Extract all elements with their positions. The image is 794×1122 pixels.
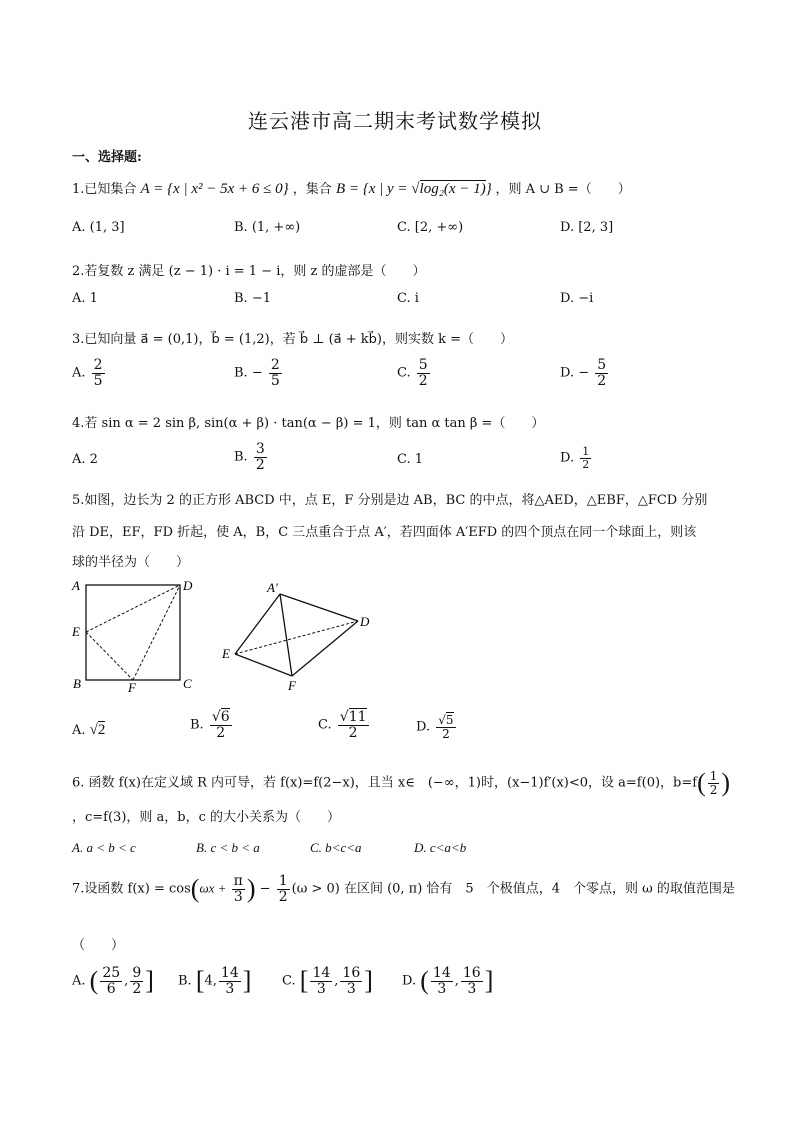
square-figure — [68, 576, 208, 696]
edge-fd2 — [292, 621, 358, 676]
q1-option-d: D. [2, 3] — [560, 220, 614, 235]
q3-b-fraction — [269, 358, 282, 388]
q7-pi-fraction — [232, 874, 245, 904]
q7-half-fraction — [277, 874, 290, 904]
q6-option-d: D. c<a<b — [414, 840, 467, 855]
q7-b-d2: 3 — [225, 980, 235, 997]
q7-a-n1: 25 — [102, 965, 121, 981]
q3-a-fraction — [92, 358, 105, 388]
q7-paren-close: ) — [246, 874, 256, 904]
q7-option-c: C. [ $\frac{14}{3}$ , $\frac{16}{3}$ ] — [282, 965, 373, 997]
q5-a-radicand: 2 — [97, 722, 106, 738]
q4-option-a: A. 2 — [72, 452, 98, 467]
q6-b-fraction — [708, 770, 720, 796]
q7-a-close: ] — [145, 966, 154, 996]
q1-suffix: ，则 A ∪ B =（ ） — [495, 182, 631, 197]
q3-b-num: 2 — [270, 357, 280, 373]
label-f2: F — [288, 678, 296, 693]
q5-c-num — [338, 710, 369, 726]
q5-d-label: D. — [416, 719, 431, 735]
label-f: F — [128, 680, 136, 695]
q3-b-den: 5 — [270, 372, 280, 389]
q5-option-c — [318, 710, 371, 740]
q2-option-a: A. 1 — [72, 291, 98, 306]
q7-d-frac-2 — [461, 966, 483, 996]
q5-option-d — [416, 714, 458, 740]
question-5-line-3: 球的半径为（ ） — [72, 555, 190, 570]
question-5-line-1: 5.如图，边长为 2 的正方形 ABCD 中，点 E，F 分别是边 AB，BC 的中点，将△AED，△EBF，△FCD 分别 — [72, 493, 708, 508]
q3-option-d — [560, 358, 610, 388]
q3-d-sign: − — [578, 365, 590, 381]
q4-d-fraction — [580, 446, 591, 470]
q7-option-a: A. ( $\frac{25}{6}$ , $\frac{9}{2}$ ] — [72, 965, 154, 997]
q5-c-label: C. — [318, 717, 332, 733]
q1-set-b — [336, 180, 496, 197]
q5-b-num — [210, 710, 232, 726]
q7-a-label: A. — [72, 973, 86, 989]
q7-c-n1: 14 — [312, 965, 331, 981]
q3-b-sign: − — [251, 365, 263, 381]
q7-condition: (ω > 0) 在区间 (0, π) 恰有 5 个极值点，4 个零点，则 ω 的取值范围是 — [291, 881, 735, 897]
q4-b-fraction — [254, 442, 267, 472]
q7-a-frac-2 — [130, 966, 143, 996]
q7-pi-den: 3 — [233, 888, 243, 905]
q7-b-close: ] — [242, 966, 252, 996]
q4-option-b — [234, 442, 269, 472]
q4-b-num: 3 — [255, 441, 265, 457]
sqrt-icon: √ — [89, 722, 98, 738]
q7-c-n2: 16 — [342, 965, 361, 981]
q5-b-radicand: 6 — [220, 709, 230, 725]
q3-d-den: 2 — [597, 372, 607, 389]
q5-option-a — [72, 722, 105, 739]
q7-a-d1: 6 — [106, 980, 116, 997]
q7-b-v1: 4 — [204, 973, 213, 989]
q4-d-num: 1 — [582, 445, 590, 458]
edge-ef — [86, 632, 133, 680]
q7-b-label: B. — [178, 973, 192, 989]
q7-a-frac-1 — [100, 966, 122, 996]
q3-c-fraction — [417, 358, 430, 388]
q2-option-d: D. −i — [560, 291, 594, 306]
label-a-prime: A′ — [267, 580, 278, 595]
q1-prefix: 1.已知集合 — [72, 182, 137, 197]
q6-option-a: A. a < b < c — [72, 840, 136, 855]
q3-a-den: 5 — [93, 372, 103, 389]
q3-c-num: 5 — [418, 357, 428, 373]
q5-d-den: 2 — [442, 726, 450, 741]
q1-set-a: A = {x | x² − 5x + 6 ≤ 0} — [140, 181, 289, 197]
q7-c-frac-2 — [340, 966, 362, 996]
q4-d-label: D. — [560, 450, 575, 466]
label-b: B — [73, 676, 81, 691]
q3-option-c — [397, 358, 432, 388]
label-d: D — [183, 578, 193, 593]
q5-c-fraction — [338, 710, 369, 740]
q7-omega-x: ωx + — [199, 880, 230, 896]
q3-d-label: D. — [560, 365, 575, 381]
q3-c-den: 2 — [418, 372, 428, 389]
q7-d-d2: 3 — [467, 980, 477, 997]
q5-option-b — [190, 710, 234, 740]
sqrt-icon: √ — [211, 709, 221, 725]
q7-b-open: [ — [195, 966, 205, 996]
q3-a-num: 2 — [93, 357, 103, 373]
q3-option-a — [72, 358, 107, 388]
q7-c-label: C. — [282, 973, 296, 989]
q4-d-den: 2 — [582, 457, 590, 471]
q7-half-den: 2 — [278, 888, 288, 905]
page-title: 连云港市高二期末考试数学模拟 — [248, 109, 542, 133]
q5-b-fraction — [210, 710, 232, 740]
q5-a-root — [90, 721, 106, 738]
q1-set-b-root: log₂(x − 1) — [419, 181, 486, 197]
q5-c-radicand: 11 — [348, 709, 367, 725]
question-7 — [72, 874, 735, 904]
q7-a-open: ( — [89, 966, 99, 996]
q5-b-den: 2 — [216, 724, 226, 741]
question-6-line-1 — [72, 768, 730, 798]
q3-c-label: C. — [397, 365, 411, 381]
q6-b-num: 1 — [709, 768, 718, 783]
q3-d-fraction — [595, 358, 608, 388]
q7-d-frac-1 — [431, 966, 453, 996]
q5-d-num — [436, 714, 455, 728]
label-c: C — [183, 676, 192, 691]
square-abcd — [86, 585, 180, 680]
sqrt-icon: √ — [438, 713, 446, 727]
sqrt-icon: √ — [339, 709, 349, 725]
question-1 — [72, 178, 631, 198]
q3-d-num: 5 — [597, 357, 607, 373]
q7-option-b: B. [4, $\frac{14}{3}$ ] — [178, 965, 252, 997]
tetrahedron-figure — [218, 576, 378, 696]
q7-half-num: 1 — [278, 873, 288, 889]
q7-option-d: D. ( $\frac{14}{3}$ , $\frac{16}{3}$ ] — [402, 965, 494, 997]
q7-prefix: 7.设函数 f(x) = cos — [72, 881, 191, 897]
q5-d-fraction — [436, 714, 455, 740]
section-heading: 一、选择题: — [72, 150, 142, 165]
label-d2: D — [360, 614, 370, 629]
q7-paren-open: ( — [190, 874, 200, 904]
q7-d-n2: 16 — [462, 965, 481, 981]
q7-a-d2: 2 — [132, 980, 142, 997]
q6-paren-open: ( — [697, 768, 706, 797]
q1-option-c: C. [2, +∞) — [397, 220, 464, 235]
edge-fd — [133, 585, 180, 680]
label-a: A — [72, 578, 80, 593]
q7-minus: − — [255, 881, 275, 897]
q7-blank: （ ） — [72, 938, 125, 953]
q5-a-label: A. — [72, 723, 86, 738]
sqrt-icon: √ — [411, 181, 420, 197]
q7-c-frac-1 — [310, 966, 332, 996]
q4-b-label: B. — [234, 449, 248, 465]
edge-ad — [280, 594, 358, 621]
q3-a-label: A. — [72, 365, 86, 381]
q6-option-c: C. b<c<a — [310, 840, 362, 855]
q6-text-1: 6. 函数 f(x)在定义域 R 内可导，若 f(x)=f(2−x)，且当 x∈ (−∞，1)时，(x−1)f′(x)<0，设 a=f(0)，b=f — [72, 775, 698, 791]
q7-a-n2: 9 — [132, 965, 142, 981]
q7-d-n1: 14 — [432, 965, 451, 981]
q5-d-radicand: 5 — [445, 713, 454, 727]
q7-b-n2: 14 — [220, 965, 239, 981]
q4-b-den: 2 — [255, 456, 265, 473]
q2-option-c: C. i — [397, 291, 419, 306]
q6-b-den: 2 — [709, 782, 718, 797]
q7-b-frac-2 — [219, 966, 241, 996]
q7-d-close: ] — [484, 966, 494, 996]
q6-option-b: B. c < b < a — [196, 840, 260, 855]
q3-option-b — [234, 358, 284, 388]
q7-d-d1: 3 — [437, 980, 447, 997]
question-4: 4.若 sin α = 2 sin β, sin(α + β) · tan(α − β) = 1，则 tan α tan β =（ ） — [72, 416, 545, 431]
q4-option-c: C. 1 — [397, 452, 424, 467]
question-2: 2.若复数 z 满足 (z − 1) · i = 1 − i，则 z 的虚部是（ ） — [72, 264, 426, 279]
q7-c-d2: 3 — [346, 980, 356, 997]
q6-paren-close: ) — [721, 768, 731, 797]
edge-ef2 — [235, 654, 292, 676]
q1-mid: ，集合 — [292, 182, 332, 197]
question-6-line-2: ，c=f(3)，则 a，b，c 的大小关系为（ ） — [72, 810, 341, 825]
q7-c-open: [ — [299, 966, 309, 996]
q7-pi-num: π — [233, 873, 243, 889]
label-e: E — [72, 624, 80, 639]
q5-b-label: B. — [190, 717, 204, 733]
q4-option-d — [560, 446, 593, 470]
edge-ed — [86, 585, 180, 632]
q7-c-d1: 3 — [316, 980, 326, 997]
q7-d-open: ( — [420, 966, 429, 996]
q7-d-label: D. — [402, 973, 417, 989]
q7-c-close: ] — [364, 966, 373, 996]
q1-set-b-right: } — [485, 181, 492, 197]
edge-ed2 — [235, 621, 358, 654]
q3-b-label: B. — [234, 365, 248, 381]
q1-option-a: A. (1, 3] — [72, 220, 125, 235]
question-3: 3.已知向量 a⃗ = (0,1)，b⃗ = (1,2)，若 b⃗ ⊥ (a⃗ + kb⃗)，则实数 k =（ ） — [72, 332, 514, 347]
edge-ae — [235, 594, 280, 654]
q2-option-b: B. −1 — [234, 291, 271, 306]
label-e2: E — [222, 646, 230, 661]
q5-c-den: 2 — [348, 724, 358, 741]
edge-af — [280, 594, 292, 676]
question-5-line-2: 沿 DE，EF，FD 折起，使 A，B，C 三点重合于点 A′，若四面体 A′EFD 的四个顶点在同一个球面上，则该 — [72, 525, 697, 540]
q1-set-b-left: B = {x | y = — [335, 181, 412, 197]
q1-option-b: B. (1, +∞) — [234, 220, 301, 235]
